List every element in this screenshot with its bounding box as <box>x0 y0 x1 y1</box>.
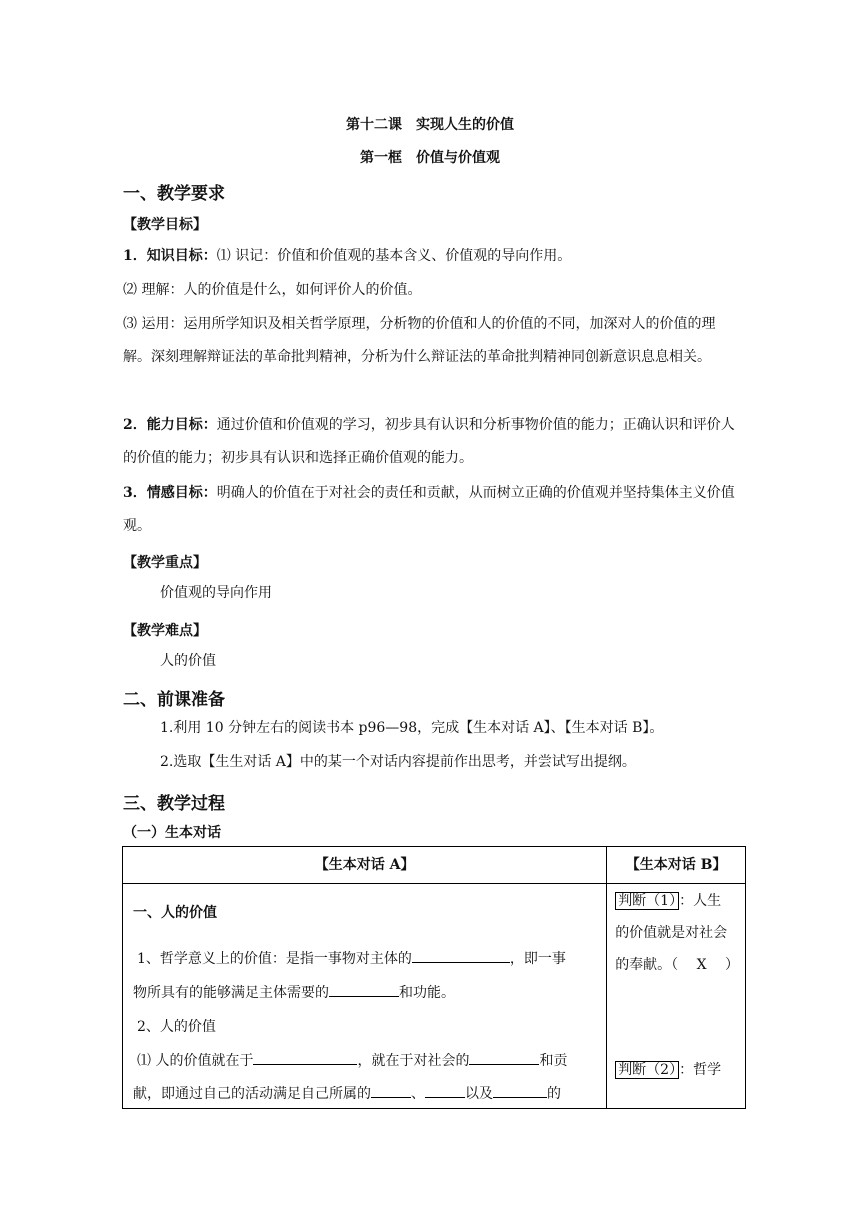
cell-dialogue-a <box>123 884 607 1109</box>
heading-teaching-process: 三、教学过程 <box>123 794 225 814</box>
goal-knowledge-understand: ⑵ 理解：人的价值是什么，如何评价人的价值。 <box>123 282 422 298</box>
a-line-3: 2、人的价值 <box>137 1019 216 1035</box>
a-line-1-pre: 1、哲学意义上的价值：是指一事物对主体的 <box>137 951 412 967</box>
b-judge-1-text-1: ：人生 <box>679 893 722 909</box>
a-line-4-mid: ，就在于对社会的 <box>357 1053 470 1069</box>
dialogue-table <box>122 846 746 1109</box>
answer-blank[interactable] <box>469 1050 539 1065</box>
goal-knowledge-text: ⑴ 识记：价值和价值观的基本含义、价值观的导向作用。 <box>216 248 572 264</box>
a-line-5 <box>133 1083 561 1103</box>
sub-dialogue: （一）生本对话 <box>123 825 221 841</box>
label-key-points: 【教学重点】 <box>123 555 207 571</box>
a-line-4-pre: ⑴ 人的价值就在于 <box>137 1053 254 1069</box>
b-judge-2-text: ：哲学 <box>679 1062 722 1078</box>
goal-emotion <box>123 477 743 543</box>
a-line-4-post: 和贡 <box>539 1053 568 1069</box>
b-judge-1 <box>615 890 721 910</box>
b-judge-1-text-2: 的价值就是对社会 <box>615 925 728 941</box>
goal-knowledge-label: 1．知识目标： <box>123 248 217 264</box>
b-judge-2 <box>615 1059 721 1079</box>
a-line-2 <box>133 982 455 1002</box>
goal-ability <box>123 409 743 475</box>
answer-blank[interactable] <box>425 1083 465 1098</box>
goal-ability-text: 通过价值和价值观的学习，初步具有认识和分析事物价值的能力；正确认识和评价人的价值的能力；初步具有认识和选择正确价值观的能力。 <box>123 417 735 466</box>
answer-blank[interactable] <box>412 948 510 963</box>
table-content-row <box>123 884 746 1109</box>
goal-knowledge-apply: ⑶ 运用：运用所学知识及相关哲学原理，分析物的价值和人的价值的不同，加深对人的价值的理解。深刻理解辩证法的革命批判精神，分析为什么辩证法的革命批判精神同创新意识息息相关。 <box>123 316 716 365</box>
goal-ability-label: 2．能力目标： <box>123 417 217 433</box>
goal-emotion-label: 3．情感目标： <box>123 485 217 501</box>
a-line-2-post: 和功能。 <box>399 985 455 1001</box>
a-line-4 <box>137 1050 567 1070</box>
a-line-5-sep1: 、 <box>411 1086 425 1102</box>
a-line-2-pre: 物所具有的能够满足主体需要的 <box>133 985 329 1001</box>
a-line-5-pre: 献，即通过自己的活动满足自己所属的 <box>133 1086 371 1102</box>
table-header-row <box>123 847 746 884</box>
col-b-header: 【生本对话 B】 <box>607 847 746 884</box>
a-heading: 一、人的价值 <box>133 905 217 921</box>
b-judge-1-text-3: 的奉献。（ X ） <box>615 957 740 973</box>
col-a-header: 【生本对话 A】 <box>123 847 607 884</box>
difficulty-text: 人的价值 <box>160 653 216 669</box>
goal-knowledge <box>123 240 571 273</box>
prep-item-1: 1.利用 10 分钟左右的阅读书本 p96—98，完成【生本对话 A】、【生本对话 B】。 <box>160 720 664 736</box>
cell-dialogue-b <box>607 884 746 1109</box>
goal-emotion-text: 明确人的价值在于对社会的责任和贡献，从而树立正确的价值观并坚持集体主义价值观。 <box>123 485 735 534</box>
heading-teaching-requirements: 一、教学要求 <box>123 184 225 204</box>
lesson-title: 第十二课 实现人生的价值 <box>346 117 514 133</box>
a-line-5-post: 的 <box>547 1086 561 1102</box>
label-difficulty: 【教学难点】 <box>123 623 207 639</box>
a-line-5-sep2: 以及 <box>465 1086 493 1102</box>
b-judge-2-label: 判断（2） <box>615 1061 679 1079</box>
b-judge-1-label: 判断（1） <box>615 892 679 910</box>
key-points-text: 价值观的导向作用 <box>160 585 272 601</box>
a-line-1 <box>137 948 566 968</box>
prep-item-2: 2.选取【生生对话 A】中的某一个对话内容提前作出思考，并尝试写出提纲。 <box>160 754 636 770</box>
heading-preparation: 二、前课准备 <box>123 690 225 710</box>
section-title: 第一框 价值与价值观 <box>360 150 500 166</box>
a-line-1-post: ，即一事 <box>509 951 566 967</box>
answer-blank[interactable] <box>371 1083 411 1098</box>
answer-blank[interactable] <box>493 1083 547 1098</box>
answer-blank[interactable] <box>329 982 399 997</box>
label-teaching-goals: 【教学目标】 <box>123 217 207 233</box>
answer-blank[interactable] <box>253 1050 357 1065</box>
